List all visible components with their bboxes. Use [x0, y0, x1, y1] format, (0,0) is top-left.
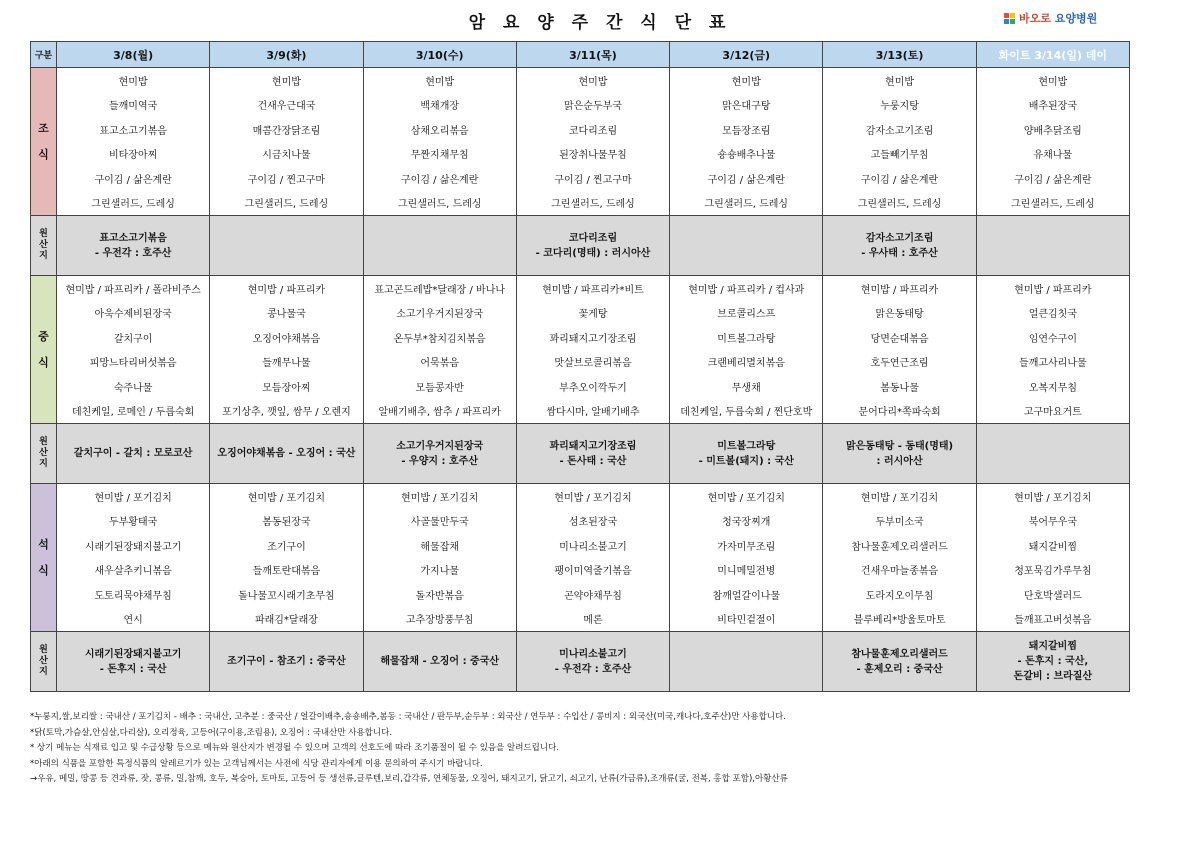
menu-item: 들깨고사리나물 [976, 350, 1129, 375]
origin-label: 원 산 지 [31, 216, 57, 276]
lunch-row [31, 276, 1130, 301]
menu-item: 두부미소국 [823, 509, 976, 534]
menu-item: 현미밥 / 포기김치 [976, 484, 1129, 509]
origin-label: 원 산 지 [31, 424, 57, 484]
menu-item: 현미밥 / 파프리카 / 컵사과 [670, 276, 823, 301]
menu-item: 부추오이깍두기 [516, 374, 669, 399]
menu-item: 그린샐러드, 드레싱 [823, 191, 976, 216]
page-title: 암 요 양 주 간 식 단 표 [468, 13, 732, 33]
menu-item: 현미밥 [670, 68, 823, 93]
menu-item: 유채나물 [976, 142, 1129, 167]
logo-brand: 바오로 [1019, 12, 1051, 25]
menu-item: 현미밥 / 파프리카 / 폴라비주스 [57, 276, 210, 301]
menu-item: 섬초된장국 [516, 509, 669, 534]
origin-info [670, 632, 823, 692]
header-row [31, 42, 1130, 68]
lunch-row [31, 325, 1130, 350]
menu-item: 구이김 / 삶은계란 [363, 166, 516, 191]
menu-item: 건새우마늘종볶음 [823, 558, 976, 583]
origin-info: 코다리조림 - 코다리(명태) : 러시아산 [516, 216, 669, 276]
menu-item: 된장취나물무침 [516, 142, 669, 167]
menu-item: 팽이미역줄기볶음 [516, 558, 669, 583]
origin-info: 감자소고기조림 - 우사태 : 호주산 [823, 216, 976, 276]
menu-item: 비타민겉절이 [670, 607, 823, 632]
lunch-row [31, 301, 1130, 326]
origin-info [976, 424, 1129, 484]
breakfast-row [31, 191, 1130, 216]
dinner-row [31, 607, 1130, 632]
menu-item: 호두연근조림 [823, 350, 976, 375]
menu-item: 북어무우국 [976, 509, 1129, 534]
menu-item: 현미밥 [57, 68, 210, 93]
menu-item: 봄동된장국 [210, 509, 363, 534]
header-day: 3/11(목) [516, 42, 669, 68]
menu-item: 그린샐러드, 드레싱 [210, 191, 363, 216]
menu-item: 소고기우거지된장국 [363, 301, 516, 326]
breakfast-row [31, 166, 1130, 191]
menu-item: 가지나물 [363, 558, 516, 583]
menu-item: 피망느타리버섯볶음 [57, 350, 210, 375]
origin-info: 해물잡채 - 오징어 : 중국산 [363, 632, 516, 692]
menu-item: 청포묵김가루무침 [976, 558, 1129, 583]
note-line: *닭(토막,가슴살,안심살,다리살), 오리정육, 고등어(구이용,조림용), 오징어 : 국내산만 사용합니다. [30, 727, 393, 738]
header-day: 3/8(월) [57, 42, 210, 68]
menu-item: 메론 [516, 607, 669, 632]
dinner-label: 석 식 [31, 484, 57, 632]
menu-item: 표고곤드레밥*달래장 / 바나나 [363, 276, 516, 301]
menu-item: 그린샐러드, 드레싱 [363, 191, 516, 216]
origin-info: 갈치구이 - 갈치 : 모로코산 [57, 424, 210, 484]
menu-item: 감자소고기조림 [823, 117, 976, 142]
menu-item: 무짠지채무침 [363, 142, 516, 167]
menu-item: 맛살브로콜리볶음 [516, 350, 669, 375]
breakfast-row [31, 93, 1130, 118]
menu-item: 데친케일, 로메인 / 두릅숙회 [57, 399, 210, 424]
menu-item: 그린샐러드, 드레싱 [516, 191, 669, 216]
menu-item: 그린샐러드, 드레싱 [57, 191, 210, 216]
origin-info: 오징어야채볶음 - 오징어 : 국산 [210, 424, 363, 484]
note-line: * 상기 메뉴는 식재료 입고 및 수급상황 등으로 메뉴와 원산지가 변경될 수 있으며 고객의 선호도에 따라 조기품절이 될 수 있음을 알려드립니다. [30, 743, 560, 753]
menu-item: 현미밥 [976, 68, 1129, 93]
lunch-row [31, 350, 1130, 375]
dinner-origin-row [31, 632, 1130, 692]
menu-item: 돼지갈비찜 [976, 533, 1129, 558]
menu-item: 표고소고기볶음 [57, 117, 210, 142]
menu-item: 구이김 / 찐고구마 [516, 166, 669, 191]
menu-item: 구이김 / 삶은계란 [823, 166, 976, 191]
menu-item: 현미밥 / 파프리카*비트 [516, 276, 669, 301]
menu-item: 고추장방풍무침 [363, 607, 516, 632]
menu-item: 현미밥 [516, 68, 669, 93]
origin-info: 조기구이 - 참조기 : 중국산 [210, 632, 363, 692]
note-line: *누룽지,쌀,보리쌀 : 국내산 / 포기김치 - 배추 : 국내산, 고추분 : 중국산 / 얼갈이배추,숑숑배추,봄동 : 국내산 / 판두부,순두부 : 외국산 / 연두부 : 수입산 / 콩비지 : 외국산(미국,캐나다,호주산)만 사용합니다. [30, 712, 786, 722]
origin-info: 시래기된장돼지불고기 - 돈후지 : 국산 [57, 632, 210, 692]
menu-item: 해물잡채 [363, 533, 516, 558]
menu-item: 맑은순두부국 [516, 93, 669, 118]
breakfast-row [31, 142, 1130, 167]
menu-item: 현미밥 / 파프리카 [210, 276, 363, 301]
menu-item: 시금치나물 [210, 142, 363, 167]
menu-item: 블루베리*방울토마토 [823, 607, 976, 632]
menu-item: 브로콜리스프 [670, 301, 823, 326]
menu-item: 현미밥 / 포기김치 [57, 484, 210, 509]
origin-info: 미나리소불고기 - 우전각 : 호주산 [516, 632, 669, 692]
menu-item: 양배추닭조림 [976, 117, 1129, 142]
menu-item: 새우살추키니볶음 [57, 558, 210, 583]
origin-info [976, 216, 1129, 276]
menu-item: 청국장찌개 [670, 509, 823, 534]
menu-item: 가자미무조림 [670, 533, 823, 558]
menu-item: 현미밥 / 파프리카 [823, 276, 976, 301]
menu-item: 맑은동태탕 [823, 301, 976, 326]
origin-info: 참나물훈제오리샐러드 - 훈제오리 : 중국산 [823, 632, 976, 692]
menu-item: 현미밥 [823, 68, 976, 93]
menu-item: 누룽지탕 [823, 93, 976, 118]
origin-info: 미트볼그라탕 - 미트볼(돼지) : 국산 [670, 424, 823, 484]
menu-item: 쌈다시마, 알배기배추 [516, 399, 669, 424]
origin-info: 소고기우거지된장국 - 우양지 : 호주산 [363, 424, 516, 484]
menu-item: 배추된장국 [976, 93, 1129, 118]
weekly-menu-table [30, 41, 1130, 692]
note-line: →우유, 메밀, 땅콩 등 견과류, 잣, 콩류, 밀,참깨, 호두, 복숭아, 토마토, 고등어 등 생선류,글루텐,보리,갑각류, 연체동물, 오징어, 돼지고기, 닭고기, 쇠고기, 난류(가금류),조개류(굴, 전복, 홍합 포함),아황산류 [30, 774, 788, 784]
menu-item: 아욱수제비된장국 [57, 301, 210, 326]
menu-item: 임연수구이 [976, 325, 1129, 350]
menu-item: 오복지무침 [976, 374, 1129, 399]
menu-item: 온두부*참치김치볶음 [363, 325, 516, 350]
breakfast-origin-row [31, 216, 1130, 276]
menu-item: 숙주나물 [57, 374, 210, 399]
origin-info [670, 216, 823, 276]
breakfast-label: 조 식 [31, 68, 57, 216]
menu-item: 오징어야채볶음 [210, 325, 363, 350]
menu-item: 데친케일, 두릅숙회 / 찐단호박 [670, 399, 823, 424]
note-line: *아래의 식품을 포함한 특정식품의 알레르기가 있는 고객님께서는 사전에 식당 관리자에게 이용 문의하여 주시기 바랍니다. [30, 758, 483, 769]
menu-item: 현미밥 / 포기김치 [670, 484, 823, 509]
origin-info: 꽈리돼지고기장조림 - 돈사태 : 국산 [516, 424, 669, 484]
menu-item: 숑숑배추나물 [670, 142, 823, 167]
menu-item: 연시 [57, 607, 210, 632]
menu-item: 구이김 / 삶은계란 [976, 166, 1129, 191]
menu-item: 건새우근대국 [210, 93, 363, 118]
origin-label: 원 산 지 [31, 632, 57, 692]
origin-info: 표고소고기볶음 - 우전각 : 호주산 [57, 216, 210, 276]
menu-item: 돌자반볶음 [363, 582, 516, 607]
menu-item: 단호박샐러드 [976, 582, 1129, 607]
menu-item: 구이김 / 삶은계란 [57, 166, 210, 191]
menu-item: 맑은대구탕 [670, 93, 823, 118]
menu-item: 갈치구이 [57, 325, 210, 350]
dinner-row [31, 484, 1130, 509]
menu-item: 얼큰김칫국 [976, 301, 1129, 326]
menu-item: 곤약야채무침 [516, 582, 669, 607]
dinner-row [31, 582, 1130, 607]
menu-item: 조기구이 [210, 533, 363, 558]
origin-info: 돼지갈비찜 - 돈후지 : 국산, 돈갈비 : 브라질산 [976, 632, 1129, 692]
menu-item: 미니메밀전병 [670, 558, 823, 583]
origin-info: 맑은동태탕 - 동태(명태) : 러시아산 [823, 424, 976, 484]
menu-item: 현미밥 / 포기김치 [516, 484, 669, 509]
menu-item: 콩나물국 [210, 301, 363, 326]
menu-item: 그린샐러드, 드레싱 [670, 191, 823, 216]
header-day: 3/9(화) [210, 42, 363, 68]
menu-item: 들깨표고버섯볶음 [976, 607, 1129, 632]
menu-item: 알배기배추, 쌈추 / 파프리카 [363, 399, 516, 424]
menu-item: 현미밥 / 포기김치 [210, 484, 363, 509]
hospital-logo [1004, 10, 1097, 26]
menu-item: 코다리조림 [516, 117, 669, 142]
menu-item: 들깨토란대볶음 [210, 558, 363, 583]
origin-info [363, 216, 516, 276]
menu-item: 꽈리돼지고기장조림 [516, 325, 669, 350]
notes [30, 710, 788, 788]
menu-item: 현미밥 / 포기김치 [363, 484, 516, 509]
menu-item: 모듬콩자반 [363, 374, 516, 399]
menu-item: 당면순대볶음 [823, 325, 976, 350]
menu-item: 참나물훈제오리샐러드 [823, 533, 976, 558]
menu-item: 꽃게탕 [516, 301, 669, 326]
menu-item: 모듬장아찌 [210, 374, 363, 399]
lunch-origin-row [31, 424, 1130, 484]
menu-item: 들깨무나물 [210, 350, 363, 375]
header-day: 3/13(토) [823, 42, 976, 68]
menu-item: 시래기된장돼지불고기 [57, 533, 210, 558]
menu-item: 크랜베리멸치볶음 [670, 350, 823, 375]
menu-item: 파래김*달래장 [210, 607, 363, 632]
dinner-row [31, 533, 1130, 558]
header-day: 3/12(금) [670, 42, 823, 68]
breakfast-row [31, 117, 1130, 142]
menu-item: 문어다리*쪽파숙회 [823, 399, 976, 424]
menu-item: 도토리묵야채무침 [57, 582, 210, 607]
menu-item: 들깨미역국 [57, 93, 210, 118]
menu-item: 도라지오이무침 [823, 582, 976, 607]
menu-item: 현미밥 / 포기김치 [823, 484, 976, 509]
menu-item: 돌나물꼬시래기초무침 [210, 582, 363, 607]
menu-item: 사골물만두국 [363, 509, 516, 534]
menu-item: 두부황태국 [57, 509, 210, 534]
menu-item: 비타장아찌 [57, 142, 210, 167]
menu-item: 봄동나물 [823, 374, 976, 399]
menu-item: 구이김 / 찐고구마 [210, 166, 363, 191]
dinner-row [31, 558, 1130, 583]
lunch-row [31, 374, 1130, 399]
header-day: 3/10(수) [363, 42, 516, 68]
menu-item: 모듬장조림 [670, 117, 823, 142]
dinner-row [31, 509, 1130, 534]
menu-item: 고구마요거트 [976, 399, 1129, 424]
logo-icon [1004, 13, 1016, 24]
lunch-label: 중 식 [31, 276, 57, 424]
menu-item: 백채개장 [363, 93, 516, 118]
menu-item: 현미밥 / 파프리카 [976, 276, 1129, 301]
header-day: 화이트 3/14(일) 데이 [976, 42, 1129, 68]
menu-item: 현미밥 [363, 68, 516, 93]
menu-item: 구이김 / 삶은계란 [670, 166, 823, 191]
breakfast-row [31, 68, 1130, 93]
menu-item: 고들빼기무침 [823, 142, 976, 167]
logo-suffix: 요양병원 [1054, 12, 1098, 25]
menu-item: 현미밥 [210, 68, 363, 93]
menu-item: 어묵볶음 [363, 350, 516, 375]
origin-info [210, 216, 363, 276]
header-gubun: 구분 [31, 42, 57, 68]
lunch-row [31, 399, 1130, 424]
menu-item: 삼채오리볶음 [363, 117, 516, 142]
menu-item: 미나리소불고기 [516, 533, 669, 558]
menu-item: 무생채 [670, 374, 823, 399]
menu-item: 그린샐러드, 드레싱 [976, 191, 1129, 216]
menu-item: 미트볼그라탕 [670, 325, 823, 350]
menu-item: 포기상추, 깻잎, 쌈무 / 오렌지 [210, 399, 363, 424]
menu-item: 참깨얼갈이나물 [670, 582, 823, 607]
menu-item: 매콤간장닭조림 [210, 117, 363, 142]
